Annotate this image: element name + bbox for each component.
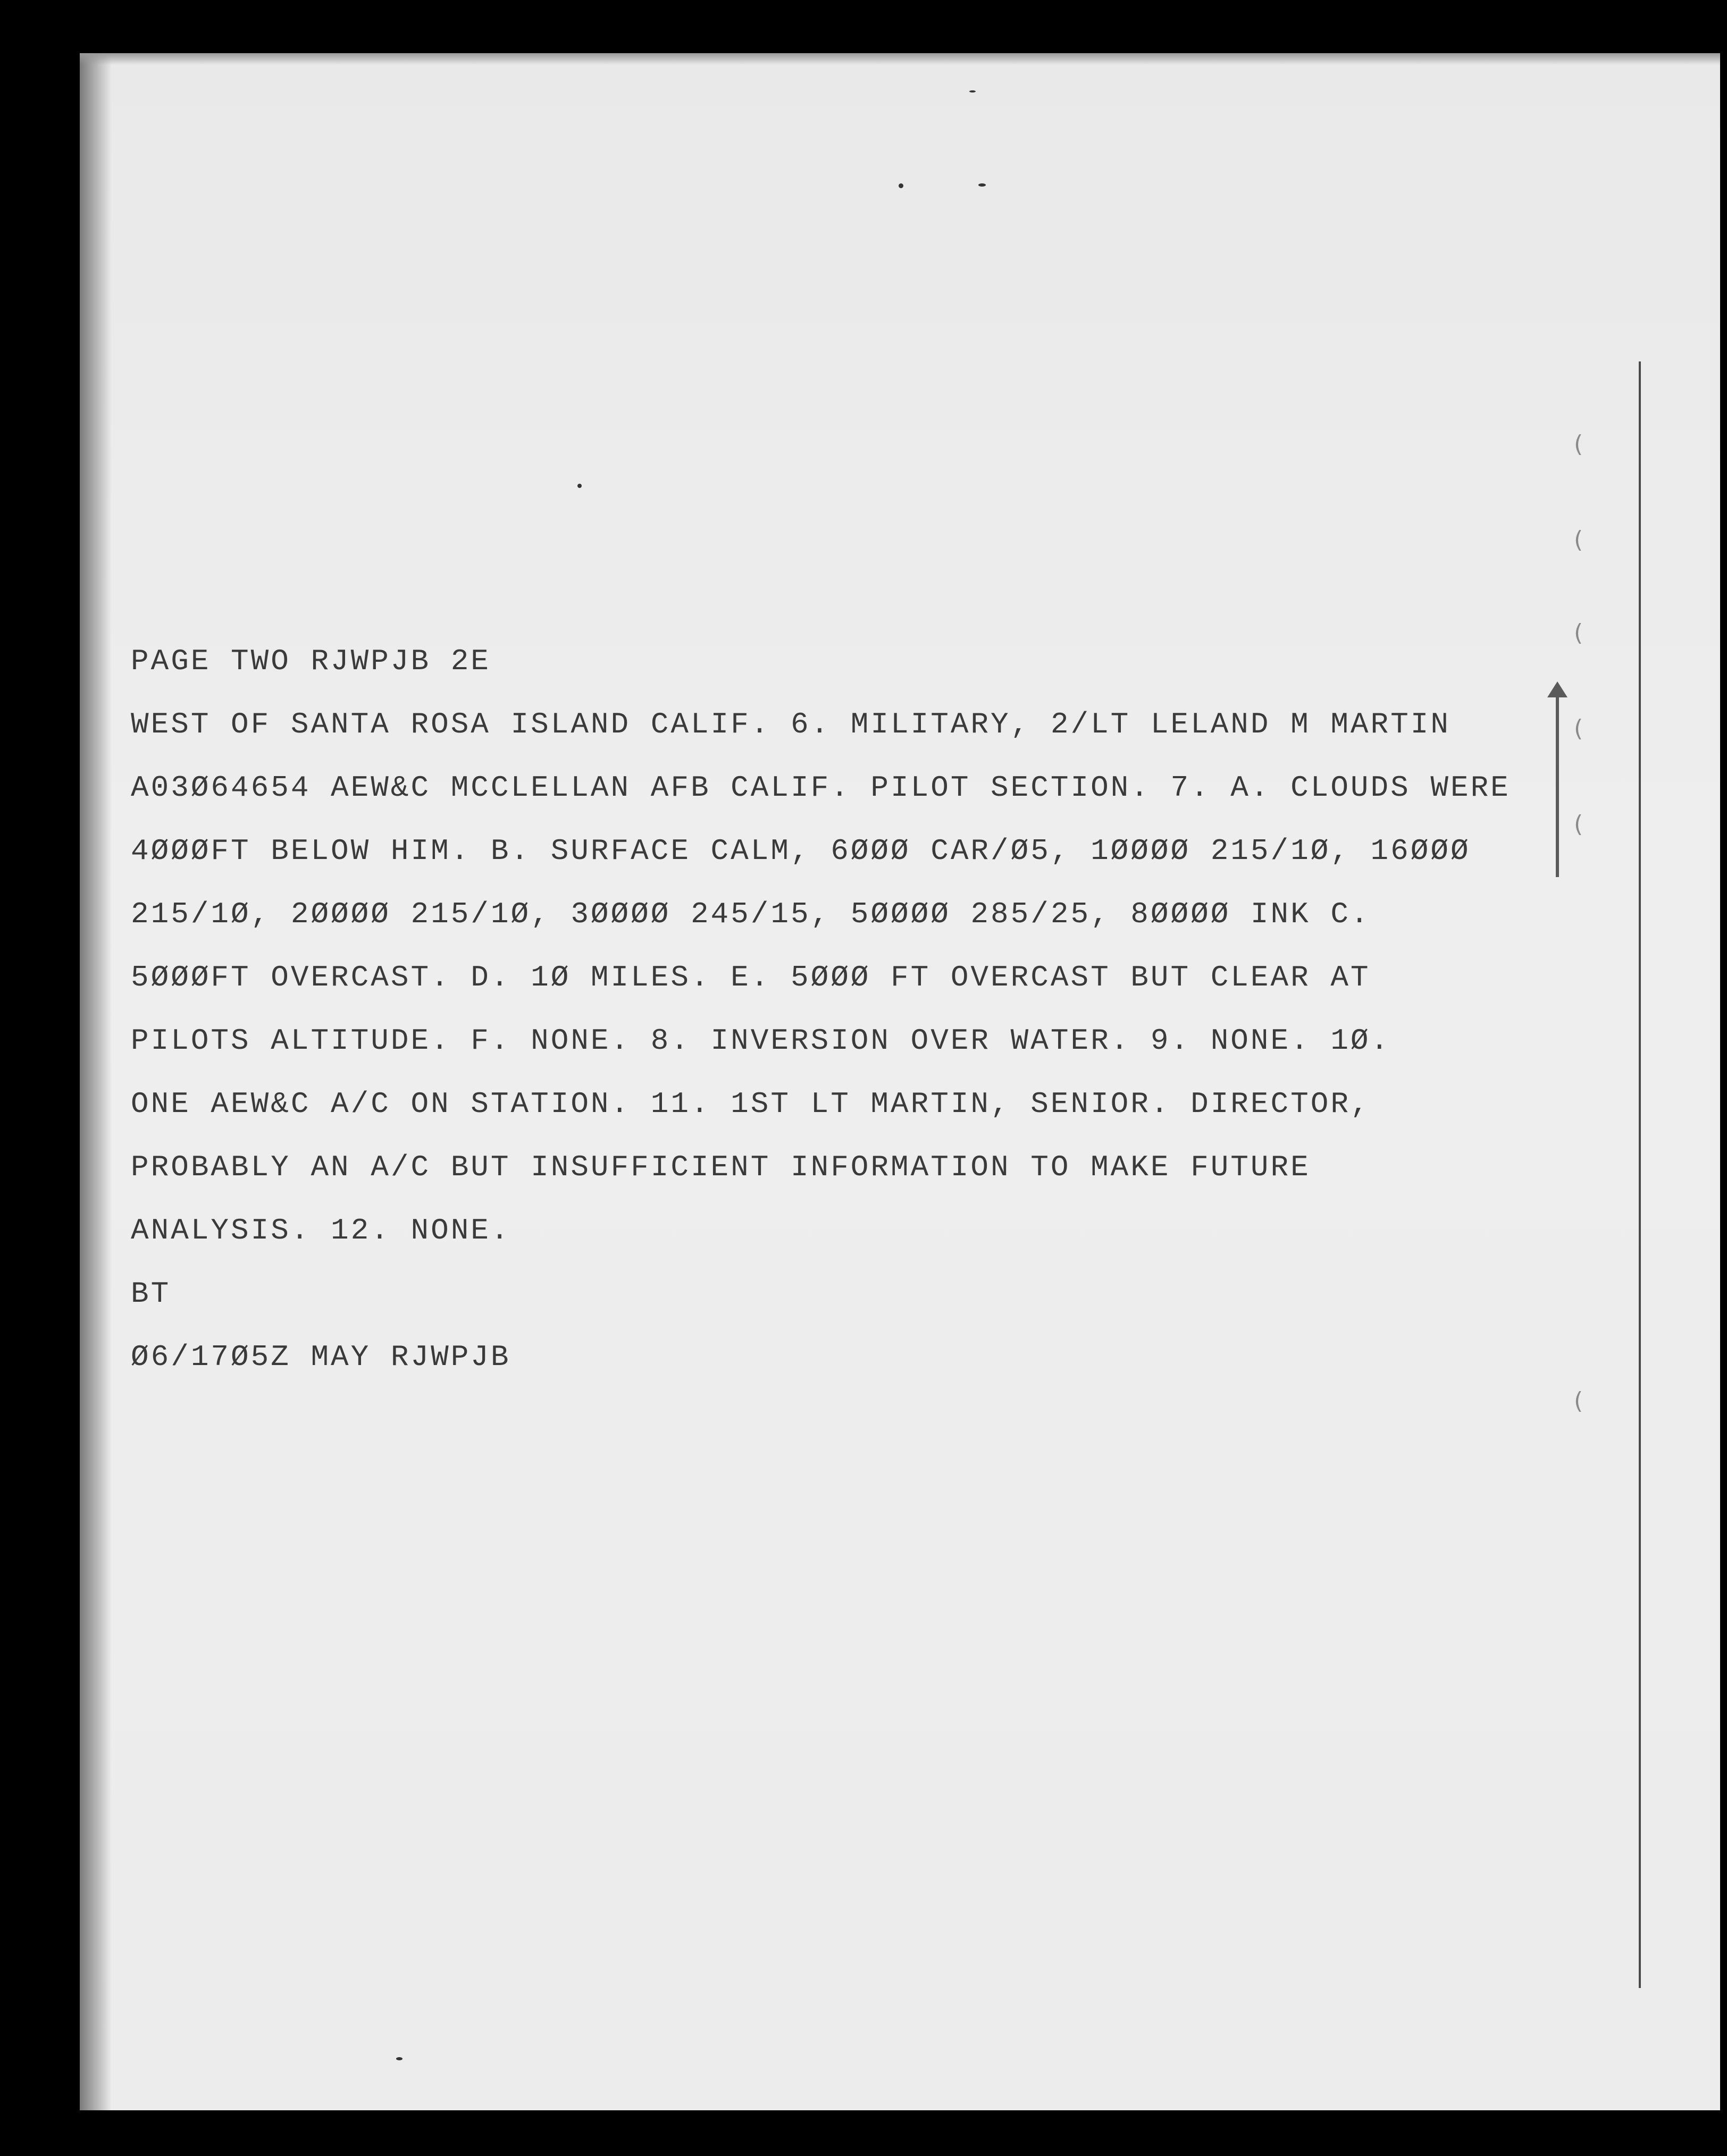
message-line: PROBABLY AN A/C BUT INSUFFICIENT INFORMATION TO MAKE FUTURE bbox=[131, 1150, 1311, 1184]
message-header: PAGE TWO RJWPJB 2E bbox=[131, 644, 491, 678]
message-line: 5ØØØFT OVERCAST. D. 1Ø MILES. E. 5ØØØ FT OVERCAST BUT CLEAR AT bbox=[131, 961, 1371, 995]
feed-hole-mark: ( bbox=[1574, 619, 1583, 646]
dust-speck bbox=[577, 484, 582, 488]
message-line: 4ØØØFT BELOW HIM. B. SURFACE CALM, 6ØØØ CAR/Ø5, 1ØØØØ 215/1Ø, 16ØØØ bbox=[131, 834, 1471, 868]
dust-speck bbox=[899, 183, 903, 188]
message-line: A03Ø64654 AEW&C MCCLELLAN AFB CALIF. PILOT SECTION. 7. A. CLOUDS WERE bbox=[131, 771, 1511, 805]
message-break: BT bbox=[131, 1277, 171, 1311]
message-line: 215/1Ø, 2ØØØØ 215/1Ø, 3ØØØØ 245/15, 5ØØØØ 285/25, 8ØØØØ INK C. bbox=[131, 897, 1371, 931]
dust-speck bbox=[978, 183, 986, 187]
teletype-message bbox=[131, 630, 1513, 1389]
margin-arrow-shaft bbox=[1556, 686, 1559, 877]
message-line: PILOTS ALTITUDE. F. NONE. 8. INVERSION OVER WATER. 9. NONE. 1Ø. bbox=[131, 1024, 1391, 1058]
feed-hole-mark: ( bbox=[1574, 526, 1583, 553]
message-dtg: Ø6/17Ø5Z MAY RJWPJB bbox=[131, 1340, 511, 1374]
feed-hole-mark: ( bbox=[1574, 431, 1583, 458]
message-line: ONE AEW&C A/C ON STATION. 11. 1ST LT MARTIN, SENIOR. DIRECTOR, bbox=[131, 1087, 1371, 1121]
feed-hole-mark: ( bbox=[1574, 811, 1583, 838]
dust-speck bbox=[969, 90, 976, 92]
right-margin-rule bbox=[1639, 361, 1641, 1988]
page-left-shadow bbox=[80, 53, 112, 2110]
dust-speck bbox=[396, 2057, 403, 2060]
feed-hole-mark: ( bbox=[1574, 1387, 1583, 1414]
message-line: ANALYSIS. 12. NONE. bbox=[131, 1214, 511, 1248]
page-top-shadow bbox=[80, 53, 1720, 65]
message-line: WEST OF SANTA ROSA ISLAND CALIF. 6. MILITARY, 2/LT LELAND M MARTIN bbox=[131, 708, 1451, 742]
feed-hole-mark: ( bbox=[1574, 715, 1583, 742]
